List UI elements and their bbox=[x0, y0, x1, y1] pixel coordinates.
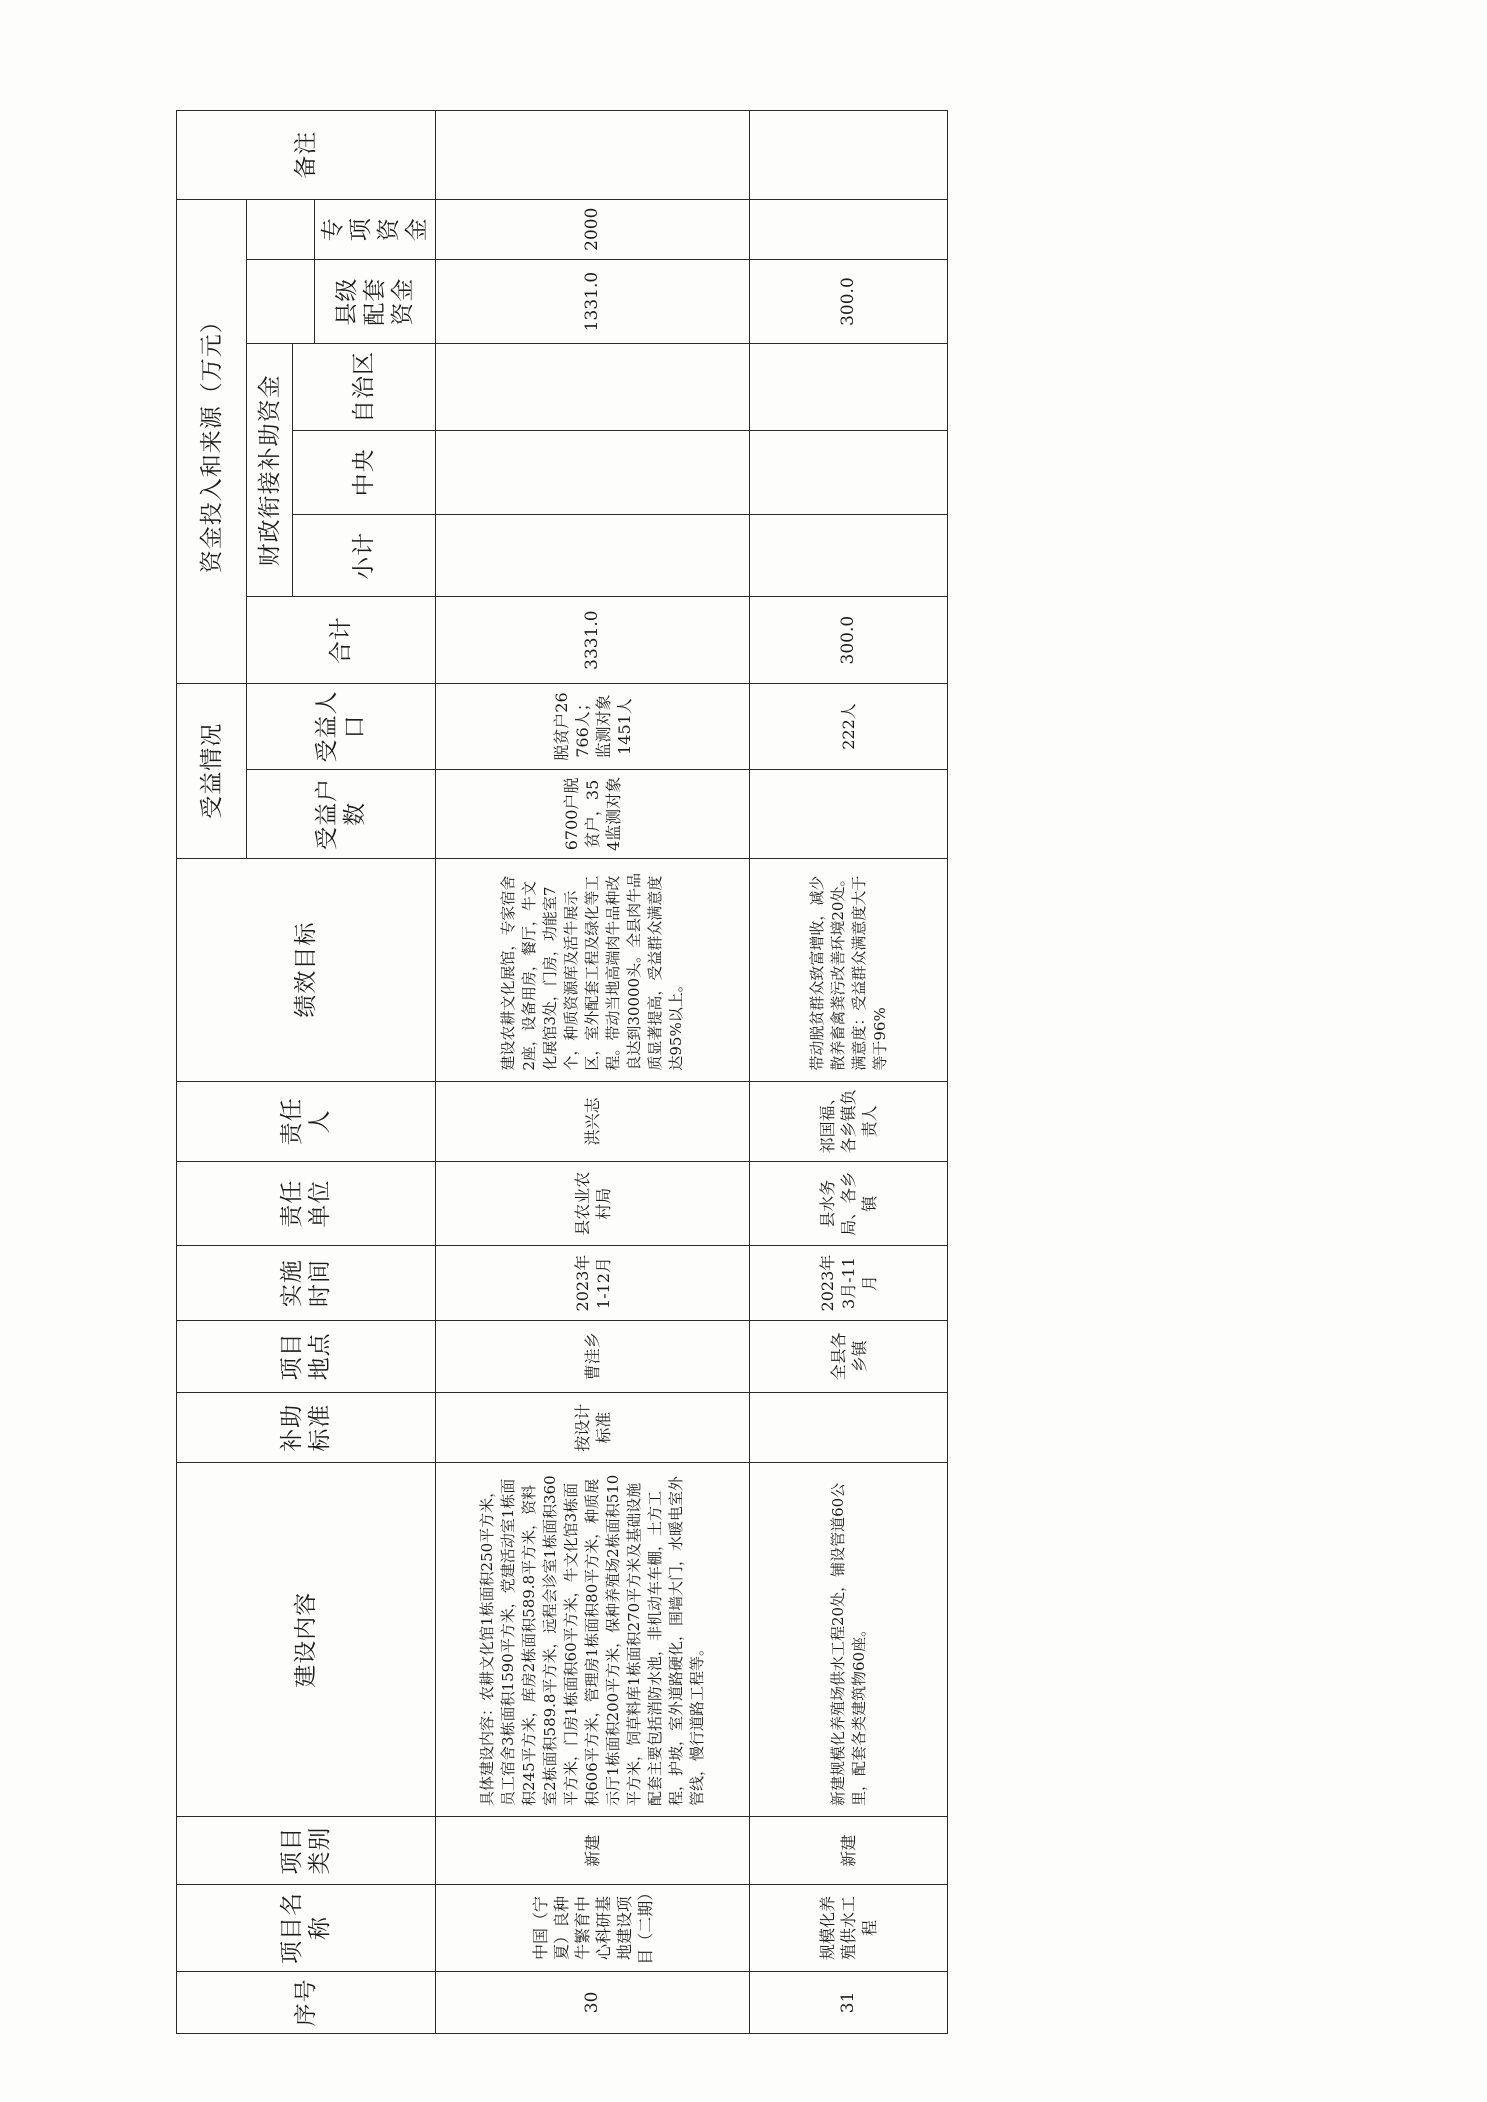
row-implementation-time: 2023年3月-11月 bbox=[750, 1246, 948, 1320]
row-responsible-person: 祁国福、各乡镇负责人 bbox=[750, 1081, 948, 1161]
header-central: 中央 bbox=[293, 430, 436, 514]
row-population: 222人 bbox=[750, 683, 948, 769]
row-subsidy-standard bbox=[750, 1393, 948, 1463]
row-project-name: 规模化养殖供水工程 bbox=[750, 1885, 948, 1971]
header-households: 受益户数 bbox=[247, 770, 436, 858]
header-project-category: 项目类别 bbox=[177, 1817, 436, 1885]
row-project-location: 曹洼乡 bbox=[436, 1320, 750, 1392]
header-special-funds: 专项资金 bbox=[315, 199, 436, 259]
row-population: 脱贫户26766人；监测对象1451人 bbox=[436, 683, 750, 769]
header-total: 合计 bbox=[247, 597, 436, 683]
row-special-funds: 2000 bbox=[436, 199, 750, 259]
row-project-category: 新建 bbox=[750, 1817, 948, 1885]
rotated-table-wrapper bbox=[176, 110, 914, 2034]
row-construction-content: 具体建设内容：农耕文化馆1栋面积250平方米，员工宿舍3栋面积1590平方米，党建活动室1栋面积245平方米，库房2栋面积589.8平方米，资料室2栋面积589.8平方米，远程会诊室1栋面积360平方米，门房1栋面积60平方米，牛文化馆3栋面积606平方米，管理房1栋面积80平方米，种质展示厅1栋面积200平方米，保种养殖场2栋面积510平方米，饲草料库1栋面积270平方米及基础设施配套主要包括消防水池，非机动车车棚，土方工程，护坡，室外道路硬化，围墙大门，水暖电室外管线，慢行道路工程等。 bbox=[436, 1463, 750, 1817]
project-funding-table bbox=[176, 110, 948, 2034]
row-subtotal bbox=[750, 515, 948, 597]
row-performance-goal: 带动脱贫群众致富增收，减少散养畜禽粪污改善环境20处。满意度：受益群众满意度大于等于96% bbox=[750, 858, 948, 1081]
header-blank-cell bbox=[247, 259, 315, 343]
row-subsidy-standard: 按设计标准 bbox=[436, 1393, 750, 1463]
header-project-name: 项目名称 bbox=[177, 1885, 436, 1971]
row-region bbox=[750, 344, 948, 430]
row-project-location: 全县各乡镇 bbox=[750, 1320, 948, 1392]
row-county-funds: 1331.0 bbox=[436, 259, 750, 343]
row-special-funds bbox=[750, 199, 948, 259]
header-responsible-person: 责任人 bbox=[177, 1081, 436, 1161]
row-seq: 31 bbox=[750, 1971, 948, 2033]
row-construction-content: 新建规模化养殖场供水工程20处，铺设管道60公里，配套各类建筑物60座。 bbox=[750, 1463, 948, 1817]
header-subsidy-standard: 补助标准 bbox=[177, 1393, 436, 1463]
header-responsible-unit: 责任单位 bbox=[177, 1162, 436, 1246]
row-project-name: 中国（宁夏）良种牛繁育中心科研基地建设项目（二期） bbox=[436, 1885, 750, 1971]
row-responsible-person: 洪兴志 bbox=[436, 1081, 750, 1161]
row-remark bbox=[436, 111, 750, 200]
row-region bbox=[436, 344, 750, 430]
row-project-category: 新建 bbox=[436, 1817, 750, 1885]
header-construction-content: 建设内容 bbox=[177, 1463, 436, 1817]
row-central bbox=[750, 430, 948, 514]
row-households bbox=[750, 770, 948, 858]
header-performance-goal: 绩效目标 bbox=[177, 858, 436, 1081]
header-funding-group: 资金投入和来源（万元） bbox=[177, 199, 247, 683]
header-county-funds: 县级配套资金 bbox=[315, 259, 436, 343]
table-row bbox=[750, 111, 948, 2034]
header-project-location: 项目地点 bbox=[177, 1320, 436, 1392]
row-central bbox=[436, 430, 750, 514]
header-seq: 序号 bbox=[177, 1971, 436, 2033]
header-subtotal: 小计 bbox=[293, 515, 436, 597]
row-remark bbox=[750, 111, 948, 200]
header-population: 受益人口 bbox=[247, 683, 436, 769]
row-responsible-unit: 县农业农村局 bbox=[436, 1162, 750, 1246]
row-implementation-time: 2023年1-12月 bbox=[436, 1246, 750, 1320]
header-row-1 bbox=[177, 111, 247, 2034]
header-blank-cell bbox=[247, 199, 315, 259]
header-fiscal-group: 财政衔接补助资金 bbox=[247, 344, 293, 597]
row-performance-goal: 建设农耕文化展馆，专家宿舍2座，设备用房，餐厅，牛文化展馆3处，门房，功能室7个，种质资源库及活牛展示区，室外配套工程及绿化等工程。带动当地高端肉牛品种改良达到30000头。全县肉牛品质显著提高，受益群众满意度达95%以上。 bbox=[436, 858, 750, 1081]
row-total: 3331.0 bbox=[436, 597, 750, 683]
header-implementation-time: 实施时间 bbox=[177, 1246, 436, 1320]
row-households: 6700户脱贫户，354监测对象 bbox=[436, 770, 750, 858]
header-region: 自治区 bbox=[293, 344, 436, 430]
row-county-funds: 300.0 bbox=[750, 259, 948, 343]
header-remark: 备注 bbox=[177, 111, 436, 200]
row-total: 300.0 bbox=[750, 597, 948, 683]
row-seq: 30 bbox=[436, 1971, 750, 2033]
header-benefit-group: 受益情况 bbox=[177, 683, 247, 858]
row-subtotal bbox=[436, 515, 750, 597]
row-responsible-unit: 县水务局、各乡镇 bbox=[750, 1162, 948, 1246]
table-row bbox=[436, 111, 750, 2034]
